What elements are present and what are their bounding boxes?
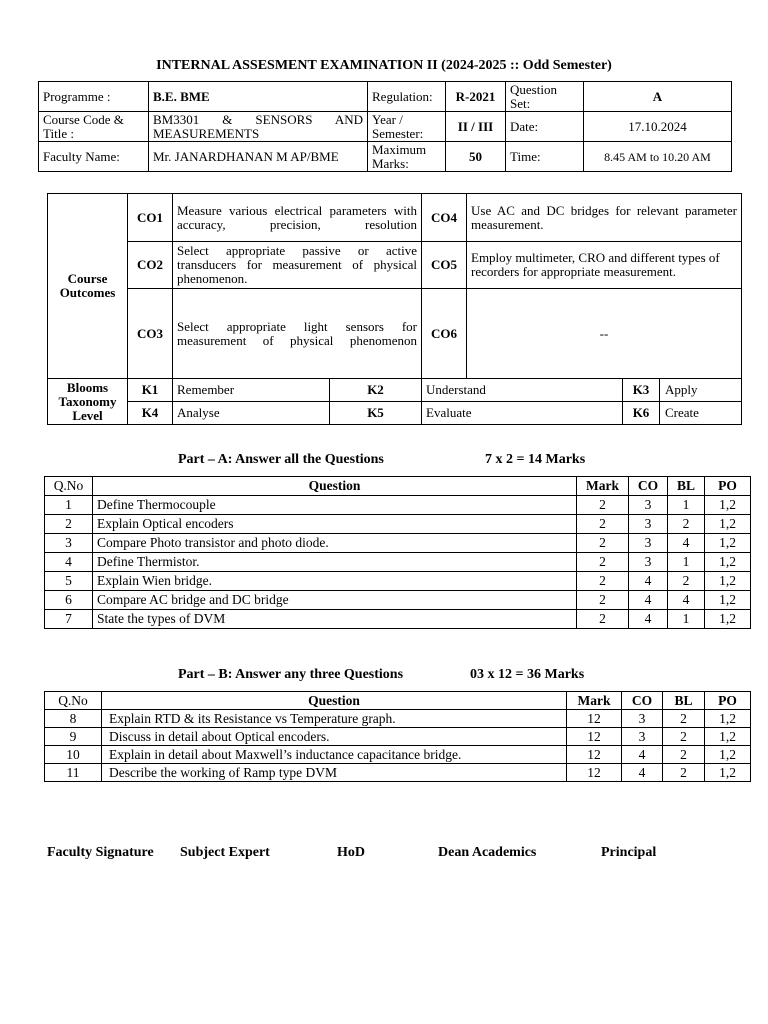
q-no: 8	[45, 710, 102, 728]
question-set-value: A	[584, 82, 732, 112]
q-po: 1,2	[705, 496, 751, 515]
q-po: 1,2	[705, 764, 751, 782]
bl-code: K4	[128, 402, 173, 425]
signature-label: HoD	[337, 845, 365, 860]
q-no: 2	[45, 515, 93, 534]
q-mark: 2	[577, 572, 629, 591]
q-po: 1,2	[705, 610, 751, 629]
part-b-marks: 03 x 12 = 36 Marks	[470, 667, 585, 682]
co-code: CO5	[422, 242, 467, 289]
programme-value: B.E. BME	[149, 82, 368, 112]
q-po: 1,2	[705, 553, 751, 572]
max-marks-value: 50	[446, 142, 506, 172]
q-text: State the types of DVM	[93, 610, 577, 629]
q-po: 1,2	[705, 728, 751, 746]
co-code: CO4	[422, 194, 467, 242]
col-header: Mark	[577, 477, 629, 496]
date-value: 17.10.2024	[584, 112, 732, 142]
table-row	[45, 591, 751, 610]
col-header: BL	[663, 692, 705, 710]
col-header: Question	[102, 692, 567, 710]
q-bl: 1	[668, 553, 705, 572]
header-table	[38, 81, 732, 172]
bl-name: Remember	[173, 379, 330, 402]
max-marks-label: Maximum Marks:	[368, 142, 446, 172]
col-header: PO	[705, 477, 751, 496]
q-mark: 12	[567, 728, 622, 746]
time-label: Time:	[506, 142, 584, 172]
q-bl: 4	[668, 591, 705, 610]
q-no: 9	[45, 728, 102, 746]
q-po: 1,2	[705, 515, 751, 534]
question-set-label: Question Set:	[506, 82, 584, 112]
course-outcomes-label: Course Outcomes	[48, 194, 128, 379]
co-text: Select appropriate light sensors for measurement of physical phenomenon	[173, 289, 422, 379]
q-co: 3	[629, 496, 668, 515]
part-b-table	[44, 691, 751, 782]
col-header: PO	[705, 692, 751, 710]
signature-label: Subject Expert	[180, 845, 270, 860]
co-text: Use AC and DC bridges for relevant parameter measurement.	[467, 194, 742, 242]
q-po: 1,2	[705, 746, 751, 764]
regulation-label: Regulation:	[368, 82, 446, 112]
q-text: Compare AC bridge and DC bridge	[93, 591, 577, 610]
col-header: Mark	[567, 692, 622, 710]
table-row	[45, 610, 751, 629]
co-code: CO3	[128, 289, 173, 379]
table-row	[45, 728, 751, 746]
table-row	[45, 764, 751, 782]
bl-code: K1	[128, 379, 173, 402]
q-text: Explain in detail about Maxwell’s inductance capacitance bridge.	[102, 746, 567, 764]
course-label: Course Code & Title :	[39, 112, 149, 142]
q-text: Compare Photo transistor and photo diode.	[93, 534, 577, 553]
co-code: CO1	[128, 194, 173, 242]
q-no: 1	[45, 496, 93, 515]
q-co: 4	[622, 764, 663, 782]
part-a-table	[44, 476, 751, 629]
q-no: 11	[45, 764, 102, 782]
q-text: Define Thermistor.	[93, 553, 577, 572]
q-mark: 2	[577, 534, 629, 553]
table-row	[45, 746, 751, 764]
bl-name: Understand	[422, 379, 623, 402]
q-bl: 2	[663, 728, 705, 746]
bl-name: Create	[665, 405, 699, 420]
q-no: 5	[45, 572, 93, 591]
q-po: 1,2	[705, 591, 751, 610]
faculty-label: Faculty Name:	[39, 142, 149, 172]
co-text: Measure various electrical parameters with accuracy, precision, resolution	[173, 194, 422, 242]
q-bl: 4	[668, 534, 705, 553]
q-bl: 2	[663, 764, 705, 782]
q-no: 10	[45, 746, 102, 764]
blooms-label: Blooms Taxonomy Level	[48, 379, 128, 425]
q-no: 4	[45, 553, 93, 572]
q-co: 3	[622, 710, 663, 728]
q-co: 3	[629, 534, 668, 553]
q-text: Explain Optical encoders	[93, 515, 577, 534]
q-bl: 2	[663, 710, 705, 728]
q-co: 4	[629, 591, 668, 610]
q-bl: 1	[668, 496, 705, 515]
col-header: Q.No	[45, 477, 93, 496]
q-co: 3	[629, 515, 668, 534]
col-header: CO	[629, 477, 668, 496]
year-value: II / III	[446, 112, 506, 142]
bl-code: K3	[623, 379, 660, 401]
faculty-value: Mr. JANARDHANAN M AP/BME	[149, 142, 368, 172]
q-mark: 2	[577, 515, 629, 534]
q-mark: 12	[567, 746, 622, 764]
year-label: Year / Semester:	[368, 112, 446, 142]
q-no: 6	[45, 591, 93, 610]
table-row	[45, 572, 751, 591]
q-mark: 2	[577, 591, 629, 610]
q-mark: 2	[577, 496, 629, 515]
bl-code: K5	[330, 402, 422, 425]
bl-k6	[623, 402, 742, 425]
bl-k3	[623, 379, 742, 402]
course-value: BM3301 & SENSORS AND MEASUREMENTS	[149, 112, 368, 142]
q-po: 1,2	[705, 534, 751, 553]
bl-name: Apply	[665, 382, 698, 397]
q-no: 7	[45, 610, 93, 629]
co-code: CO6	[422, 289, 467, 379]
q-mark: 12	[567, 764, 622, 782]
part-a-marks: 7 x 2 = 14 Marks	[485, 452, 586, 467]
signature-label: Principal	[601, 845, 657, 860]
q-text: Define Thermocouple	[93, 496, 577, 515]
q-text: Explain Wien bridge.	[93, 572, 577, 591]
q-co: 3	[622, 728, 663, 746]
regulation-value: R-2021	[446, 82, 506, 112]
q-mark: 2	[577, 553, 629, 572]
q-mark: 12	[567, 710, 622, 728]
table-row	[45, 534, 751, 553]
q-po: 1,2	[705, 572, 751, 591]
exam-title: INTERNAL ASSESMENT EXAMINATION II (2024-2025 :: Odd Semester)	[156, 58, 612, 73]
table-row	[45, 553, 751, 572]
part-a-title: Part – A: Answer all the Questions	[178, 452, 384, 467]
signature-label: Dean Academics	[438, 845, 537, 860]
col-header: CO	[622, 692, 663, 710]
part-b-title: Part – B: Answer any three Questions	[178, 667, 404, 682]
col-header: Q.No	[45, 692, 102, 710]
q-bl: 2	[663, 746, 705, 764]
bl-code: K2	[330, 379, 422, 402]
bl-name: Evaluate	[422, 402, 623, 425]
q-co: 4	[629, 610, 668, 629]
q-co: 4	[622, 746, 663, 764]
q-bl: 2	[668, 572, 705, 591]
col-header: BL	[668, 477, 705, 496]
q-bl: 2	[668, 515, 705, 534]
q-text: Describe the working of Ramp type DVM	[102, 764, 567, 782]
table-row	[45, 515, 751, 534]
table-row	[45, 710, 751, 728]
bl-code: K6	[623, 402, 660, 424]
q-co: 4	[629, 572, 668, 591]
co-text: Employ multimeter, CRO and different types of recorders for appropriate measurement.	[467, 242, 742, 289]
col-header: Question	[93, 477, 577, 496]
time-value: 8.45 AM to 10.20 AM	[584, 142, 732, 172]
table-row	[45, 496, 751, 515]
q-text: Explain RTD & its Resistance vs Temperature graph.	[102, 710, 567, 728]
course-outcomes-table	[47, 193, 742, 425]
q-bl: 1	[668, 610, 705, 629]
co-text: Select appropriate passive or active transducers for measurement of physical phenomenon.	[173, 242, 422, 289]
q-text: Discuss in detail about Optical encoders.	[102, 728, 567, 746]
q-co: 3	[629, 553, 668, 572]
bl-name: Analyse	[173, 402, 330, 425]
date-label: Date:	[506, 112, 584, 142]
co-text: --	[467, 289, 742, 379]
q-no: 3	[45, 534, 93, 553]
q-po: 1,2	[705, 710, 751, 728]
q-mark: 2	[577, 610, 629, 629]
signature-label: Faculty Signature	[47, 845, 154, 860]
co-code: CO2	[128, 242, 173, 289]
programme-label: Programme :	[39, 82, 149, 112]
